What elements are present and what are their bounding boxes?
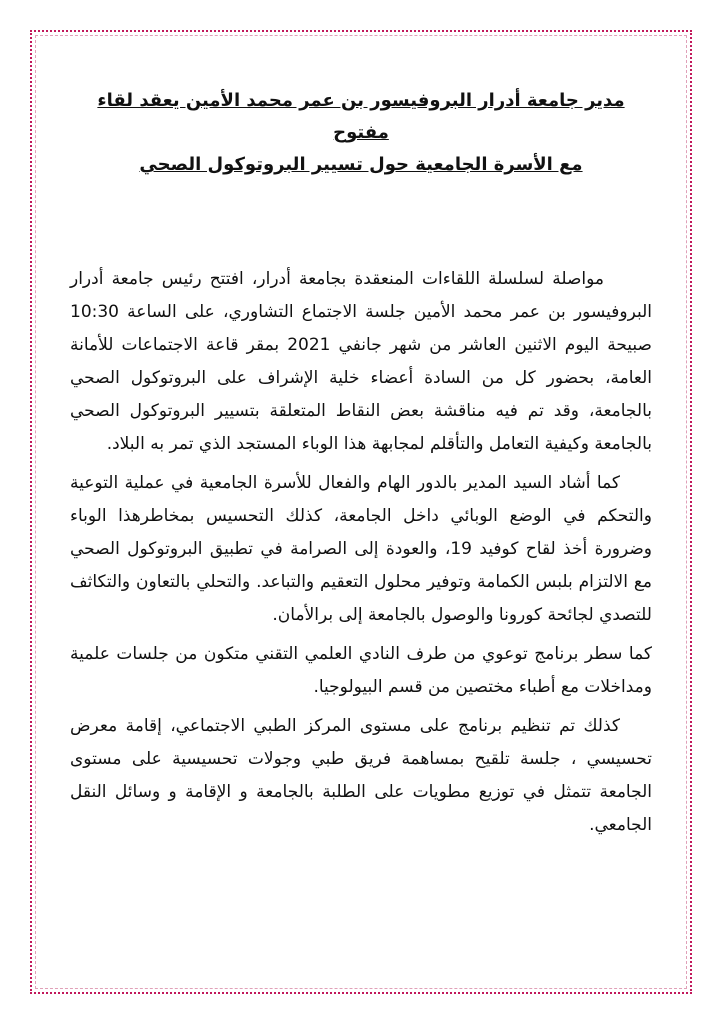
document-body	[70, 85, 652, 848]
document-title	[70, 85, 652, 181]
title-line-2: مع الأسرة الجامعية حول تسيير البروتوكول الصحي	[139, 154, 583, 175]
title-line-1: مدير جامعة أدرار البروفيسور بن عمر محمد الأمين يعقد لقاء مفتوح	[97, 90, 625, 143]
paragraphs	[70, 263, 652, 842]
paragraph-4: كذلك تم تنظيم برنامج على مستوى المركز الطبي الاجتماعي، إقامة معرض تحسيسي ، جلسة تلقيح بمساهمة فريق طبي وجولات تحسيسية على مستوى الجامعة تتمثل في توزيع مطويات على الطلبة بالجامعة و الإقامة و وسائل النقل الجامعي.	[70, 716, 652, 835]
paragraph-1: مواصلة لسلسلة اللقاءات المنعقدة بجامعة أدرار، افتتح رئيس جامعة أدرار البروفيسور بن عمر محمد الأمين جلسة الاجتماع التشاوري، على الساعة 10:30 صبيحة اليوم الاثنين العاشر من شهر جانفي 2021 بمقر قاعة الاجتماعات للأمانة العامة، بحضور كل من السادة أعضاء خلية الإشراف على البروتوكول الصحي بالجامعة، وقد تم فيه مناقشة بعض النقاط المتعلقة بتسيير البروتوكول الصحي بالجامعة وكيفية التعامل والتأقلم لمجابهة هذا الوباء المستجد الذي تمر به البلاد.	[70, 269, 652, 454]
paragraph-3: كما سطر برنامج توعوي من طرف النادي العلمي التقني متكون من جلسات علمية ومداخلات مع أطباء مختصين من قسم البيولوجيا.	[70, 644, 652, 697]
paragraph-2: كما أشاد السيد المدير بالدور الهام والفعال للأسرة الجامعية في عملية التوعية والتحكم في الوضع الوبائي داخل الجامعة، كذلك التحسيس بمخاطرهذا الوباء وضرورة أخذ لقاح كوفيد 19، والعودة إلى الصرامة في تطبيق البروتوكول الصحي مع الالتزام بلبس الكمامة وتوفير محلول التعقيم والتباعد. والتحلي بالتعاون والتكاثف للتصدي لجائحة كورونا والوصول بالجامعة إلى برالأمان.	[70, 473, 653, 625]
